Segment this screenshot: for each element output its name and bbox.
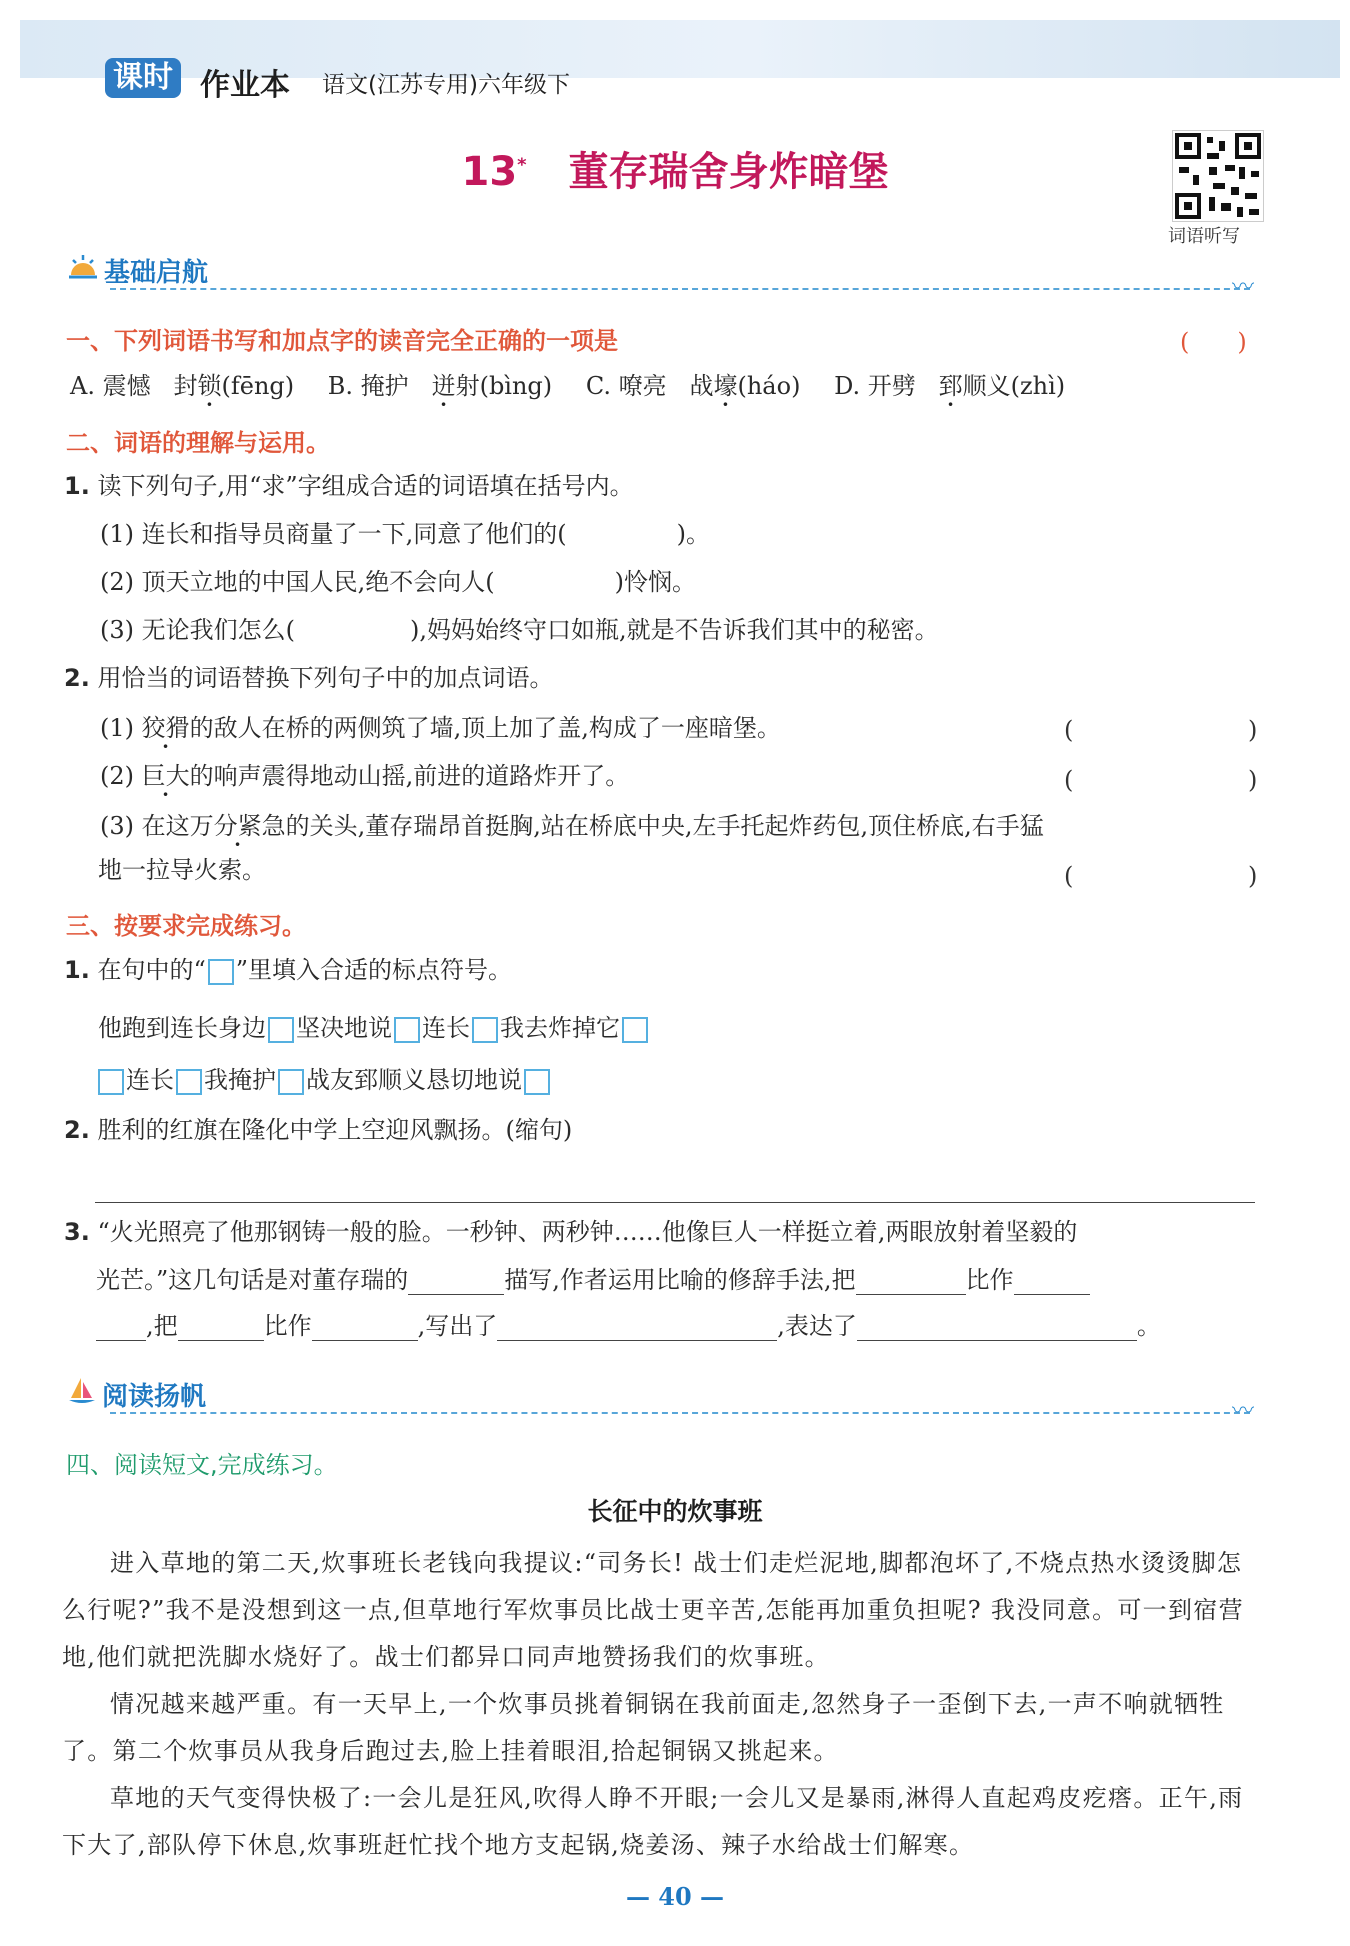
punct-box[interactable] xyxy=(394,1017,420,1043)
q2-1-item2: (2) 顶天立地的中国人民,绝不会向人( )怜悯。 xyxy=(100,568,696,596)
fill-blank[interactable] xyxy=(856,1270,966,1295)
part4-heading: 四、阅读短文,完成练习。 xyxy=(66,1451,338,1479)
q2-1-item1: (1) 连长和指导员商量了一下,同意了他们的( )。 xyxy=(100,520,710,548)
q2-1-prompt: 1. 读下列句子,用“求”字组成合适的词语填在括号内。 xyxy=(64,472,634,500)
fill-blank[interactable] xyxy=(857,1316,1137,1341)
fill-blank[interactable] xyxy=(312,1316,418,1341)
section-divider xyxy=(110,1412,1250,1414)
fill-blank[interactable] xyxy=(1014,1270,1090,1295)
q3-1-prompt: 1. 在句中的“ ”里填入合适的标点符号。 xyxy=(64,956,513,984)
part3-heading: 三、按要求完成练习。 xyxy=(66,912,306,940)
answer-paren-close: ) xyxy=(1248,716,1258,744)
q2-1-item3: (3) 无论我们怎么( ),妈妈始终守口如瓶,就是不告诉我们其中的秘密。 xyxy=(100,616,939,644)
story-title: 长征中的炊事班 xyxy=(587,1497,763,1526)
punct-box[interactable] xyxy=(278,1069,304,1095)
answer-paren-open[interactable]: ( xyxy=(1064,766,1074,794)
story-body xyxy=(62,1540,1262,1869)
fill-blank[interactable] xyxy=(178,1316,264,1341)
punct-box[interactable] xyxy=(622,1017,648,1043)
lesson-name: 董存瑞舍身炸暗堡 xyxy=(568,149,889,195)
brand-logo: 课时 xyxy=(105,58,181,98)
sunrise-icon xyxy=(68,253,98,288)
section-divider xyxy=(110,288,1250,290)
option-a[interactable]: A. 震憾 封锁(fēng) xyxy=(70,372,295,400)
option-b[interactable]: B. 掩护 迸射(bìng) xyxy=(327,372,553,400)
lesson-number: 13 xyxy=(461,149,518,195)
page-number: — 40 — xyxy=(625,1882,725,1911)
lesson-mark: * xyxy=(517,154,527,176)
q2-2-item3-cont: 地一拉导火索。 xyxy=(98,856,266,884)
qr-code-icon[interactable] xyxy=(1172,130,1264,222)
story-paragraph: 草地的天气变得快极了:一会儿是狂风,吹得人睁不开眼;一会儿又是暴雨,淋得人直起鸡皮疙瘩。正午,雨下大了,部队停下休息,炊事班赶忙找个地方支起锅,烧姜汤、辣子水给战士们解寒。 xyxy=(62,1784,1244,1859)
wave-icon: 〰 xyxy=(1232,275,1255,300)
fill-blank[interactable] xyxy=(408,1270,504,1295)
part1-options xyxy=(70,372,1065,401)
story-paragraph: 情况越来越严重。有一天早上,一个炊事员挑着铜锅在我前面走,忽然身子一歪倒下去,一声不响就牺牲了。第二个炊事员从我身后跑过去,脸上挂着眼泪,拾起铜锅又挑起来。 xyxy=(62,1690,1225,1765)
box-icon xyxy=(208,959,234,985)
fill-blank[interactable] xyxy=(96,1316,146,1341)
q3-2-prompt: 2. 胜利的红旗在隆化中学上空迎风飘扬。(缩句) xyxy=(64,1116,573,1144)
fill-blank[interactable] xyxy=(497,1316,777,1341)
q2-2-item2: (2) 巨大的响声震得地动山摇,前进的道路炸开了。 xyxy=(100,762,630,790)
q3-3-line2: 光芒。”这几句话是对董存瑞的 描写,作者运用比喻的修辞手法,把 比作 xyxy=(96,1266,1090,1295)
q3-3-line1: 3. “火光照亮了他那钢铸一般的脸。一秒钟、两秒钟……他像巨人一样挺立着,两眼放射着坚毅的 xyxy=(64,1218,1078,1246)
part1-heading: 一、下列词语书写和加点字的读音完全正确的一项是 xyxy=(66,327,618,355)
book-info: 语文(江苏专用)六年级下 xyxy=(322,72,570,98)
answer-paren-close: ) xyxy=(1248,766,1258,794)
part2-heading: 二、词语的理解与运用。 xyxy=(66,429,330,457)
answer-paren-open[interactable]: ( xyxy=(1064,862,1074,890)
lesson-title xyxy=(0,140,1350,197)
punct-box[interactable] xyxy=(176,1069,202,1095)
answer-paren-open[interactable]: ( xyxy=(1064,716,1074,744)
section-reading-title: 阅读扬帆 xyxy=(102,1382,207,1412)
story-paragraph: 进入草地的第二天,炊事班长老钱向我提议:“司务长! 战士们走烂泥地,脚都泡坏了,不烧点热水烫烫脚怎么行呢?”我不是没想到这一点,但草地行军炊事员比战士更辛苦,怎能再加重负担呢? 我没同意。可一到宿营地,他们就把洗脚水烧好了。战士们都异口同声地赞扬我们的炊事班。 xyxy=(62,1549,1244,1671)
q3-3-line3: ,把 比作 ,写出了 ,表达了 。 xyxy=(96,1312,1161,1341)
sailboat-icon xyxy=(68,1376,96,1413)
punct-box[interactable] xyxy=(524,1069,550,1095)
answer-paren-close: ) xyxy=(1248,862,1258,890)
q3-1-line1: 他跑到连长身边 坚决地说 连长 我去炸掉它 xyxy=(98,1014,650,1043)
punct-box[interactable] xyxy=(268,1017,294,1043)
option-c[interactable]: C. 嘹亮 战壕(háo) xyxy=(585,372,801,400)
section-basic-title: 基础启航 xyxy=(104,258,209,288)
q3-1-line2: 连长 我掩护 战友郅顺义恳切地说 xyxy=(96,1066,552,1095)
section-reading xyxy=(68,1376,206,1413)
qr-label: 词语听写 xyxy=(1168,226,1240,247)
wave-icon: 〰 xyxy=(1232,1399,1255,1424)
brand-name: 作业本 xyxy=(200,68,290,103)
q2-2-item1: (1) 狡猾的敌人在桥的两侧筑了墙,顶上加了盖,构成了一座暗堡。 xyxy=(100,714,781,742)
punct-box[interactable] xyxy=(472,1017,498,1043)
option-d[interactable]: D. 开劈 郅顺义(zhì) xyxy=(834,372,1066,400)
answer-line[interactable] xyxy=(95,1202,1255,1203)
part1-answer-paren[interactable]: ( ) xyxy=(1180,328,1247,356)
q2-2-item3: (3) 在这万分紧急的关头,董存瑞昂首挺胸,站在桥底中央,左手托起炸药包,顶住桥底,右手猛 xyxy=(100,812,1044,840)
section-basic xyxy=(68,252,208,289)
q2-2-prompt: 2. 用恰当的词语替换下列句子中的加点词语。 xyxy=(64,664,554,692)
punct-box[interactable] xyxy=(98,1069,124,1095)
